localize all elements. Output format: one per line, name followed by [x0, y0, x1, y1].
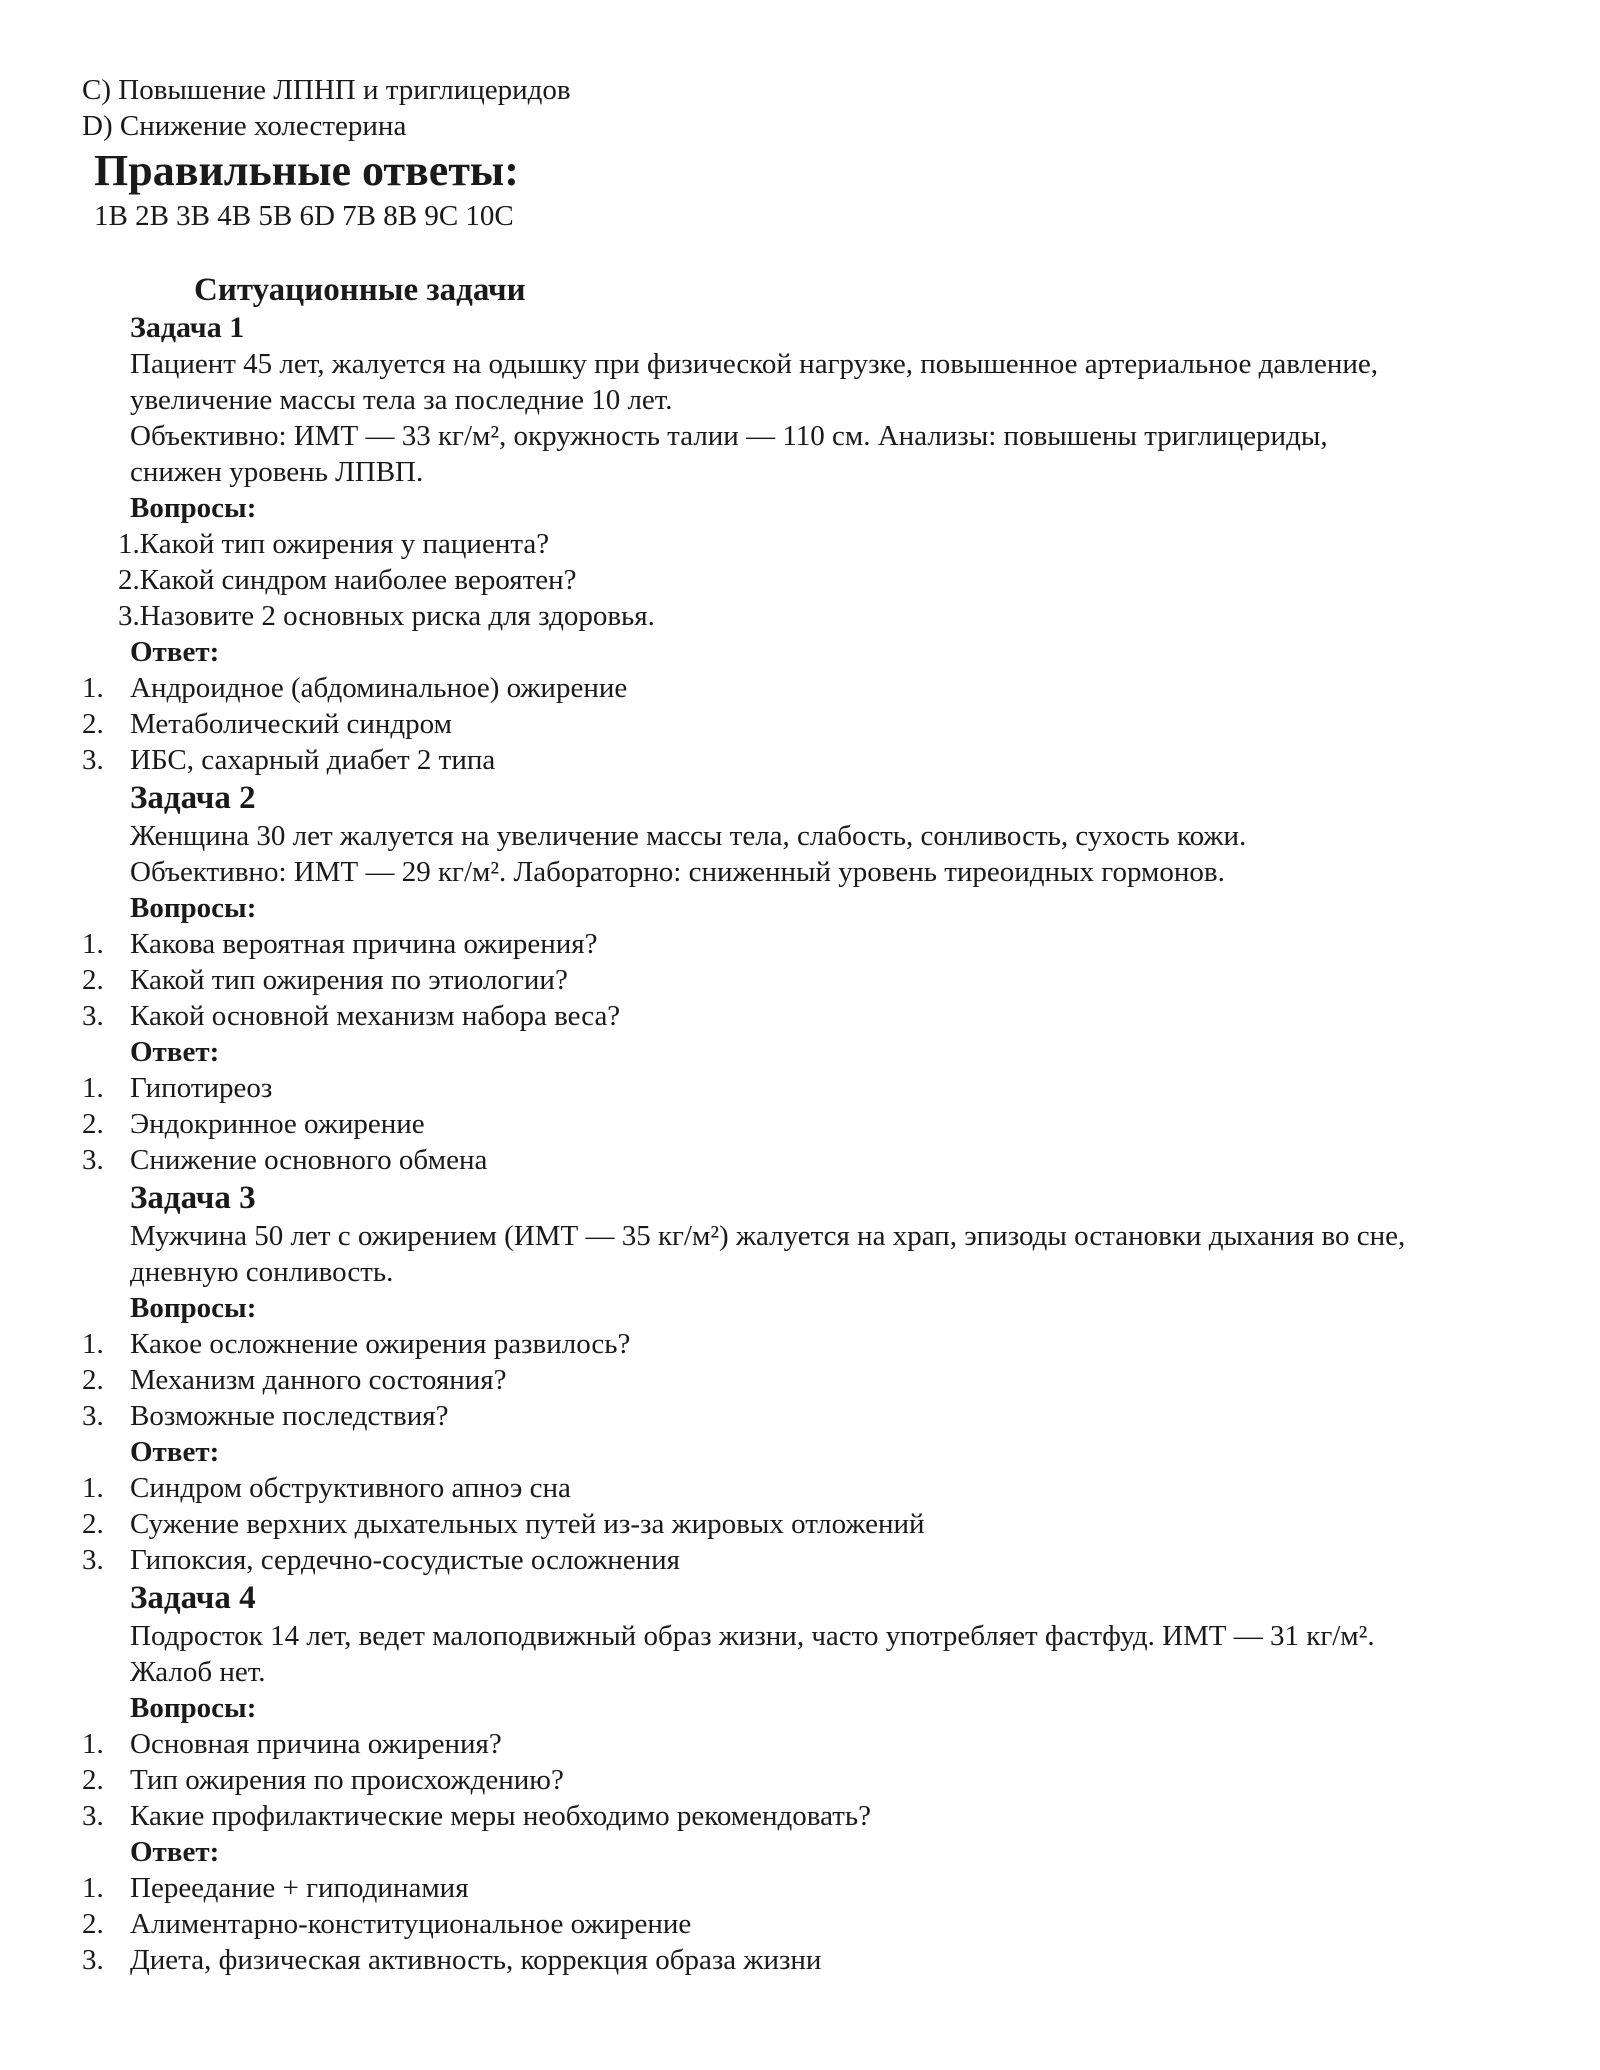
- list-number: 1.: [82, 1872, 104, 1904]
- list-number: 1.: [82, 672, 104, 704]
- list-text: Снижение основного обмена: [130, 1144, 488, 1176]
- option-c: C) Повышение ЛПНП и триглицеридов: [82, 74, 571, 106]
- list-text: Какие профилактические меры необходимо рекомендовать?: [130, 1800, 871, 1832]
- task-4-title: Задача 4: [130, 1580, 256, 1616]
- list-text: Механизм данного состояния?: [130, 1364, 507, 1396]
- list-number: 3.: [82, 1800, 104, 1832]
- list-number: 1.: [82, 1728, 104, 1760]
- task-3-answer-label: Ответ:: [130, 1436, 220, 1468]
- task-2-text-line: Объективно: ИМТ — 29 кг/м². Лабораторно: сниженный уровень тиреоидных гормонов.: [130, 856, 1225, 888]
- task-4-answer-label: Ответ:: [130, 1836, 220, 1868]
- list-number: 3.: [82, 744, 104, 776]
- section-title: Ситуационные задачи: [194, 272, 526, 308]
- list-number: 2.: [82, 1108, 104, 1140]
- task-4-text-line: Жалоб нет.: [130, 1656, 266, 1688]
- task-1-questions-label: Вопросы:: [130, 492, 257, 524]
- task-3-text-line: Мужчина 50 лет с ожирением (ИМТ — 35 кг/м²) жалуется на храп, эпизоды остановки дыхания во сне,: [130, 1220, 1406, 1252]
- list-text: Метаболический синдром: [130, 708, 452, 740]
- list-number: 3.: [82, 1944, 104, 1976]
- list-number: 3.: [82, 1400, 104, 1432]
- task-1-text-line: снижен уровень ЛПВП.: [130, 456, 424, 488]
- task-1-text-line: увеличение массы тела за последние 10 лет.: [130, 384, 673, 416]
- list-text: Тип ожирения по происхождению?: [130, 1764, 564, 1796]
- answer-keys: 1B 2B 3B 4B 5B 6D 7B 8B 9C 10C: [94, 200, 514, 232]
- list-number: 2.: [82, 964, 104, 996]
- list-text: ИБС, сахарный диабет 2 типа: [130, 744, 496, 776]
- list-text: Синдром обструктивного апноэ сна: [130, 1472, 571, 1504]
- list-number: 1.: [82, 1472, 104, 1504]
- task-2-text-line: Женщина 30 лет жалуется на увеличение массы тела, слабость, сонливость, сухость кожи.: [130, 820, 1247, 852]
- list-number: 1.: [82, 1328, 104, 1360]
- list-number: 3.: [82, 1544, 104, 1576]
- list-text: Диета, физическая активность, коррекция образа жизни: [130, 1944, 822, 1976]
- task-1-text-line: Объективно: ИМТ — 33 кг/м², окружность талии — 110 см. Анализы: повышены триглицериды,: [130, 420, 1328, 452]
- list-number: 2.: [82, 1508, 104, 1540]
- task-2-title: Задача 2: [130, 780, 256, 816]
- list-number: 1.: [82, 928, 104, 960]
- list-number: 2.: [82, 1764, 104, 1796]
- list-number: 2.: [82, 708, 104, 740]
- list-number: 2.: [82, 1908, 104, 1940]
- task-2-questions-label: Вопросы:: [130, 892, 257, 924]
- list-number: 3.: [82, 1000, 104, 1032]
- list-text: Сужение верхних дыхательных путей из-за жировых отложений: [130, 1508, 925, 1540]
- task-1-question: 3.Назовите 2 основных риска для здоровья.: [118, 600, 655, 632]
- list-text: Какое осложнение ожирения развилось?: [130, 1328, 631, 1360]
- list-text: Какой основной механизм набора веса?: [130, 1000, 621, 1032]
- list-text: Переедание + гиподинамия: [130, 1872, 469, 1904]
- task-3-title: Задача 3: [130, 1180, 256, 1216]
- list-text: Эндокринное ожирение: [130, 1108, 425, 1140]
- list-number: 3.: [82, 1144, 104, 1176]
- task-1-title: Задача 1: [130, 311, 245, 344]
- task-3-questions-label: Вопросы:: [130, 1292, 257, 1324]
- task-1-question: 2.Какой синдром наиболее вероятен?: [118, 564, 577, 596]
- list-number: 2.: [82, 1364, 104, 1396]
- list-text: Андроидное (абдоминальное) ожирение: [130, 672, 628, 704]
- list-text: Алиментарно-конституциональное ожирение: [130, 1908, 692, 1940]
- task-4-questions-label: Вопросы:: [130, 1692, 257, 1724]
- list-text: Основная причина ожирения?: [130, 1728, 502, 1760]
- list-text: Какова вероятная причина ожирения?: [130, 928, 598, 960]
- list-text: Гипотиреоз: [130, 1072, 273, 1104]
- task-1-question: 1.Какой тип ожирения у пациента?: [118, 528, 550, 560]
- task-1-text-line: Пациент 45 лет, жалуется на одышку при физической нагрузке, повышенное артериальное давление,: [130, 348, 1379, 380]
- option-d: D) Снижение холестерина: [82, 110, 407, 142]
- list-text: Возможные последствия?: [130, 1400, 449, 1432]
- list-number: 1.: [82, 1072, 104, 1104]
- task-3-text-line: дневную сонливость.: [130, 1256, 394, 1288]
- list-text: Гипоксия, сердечно-сосудистые осложнения: [130, 1544, 681, 1576]
- task-4-text-line: Подросток 14 лет, ведет малоподвижный образ жизни, часто употребляет фастфуд. ИМТ — 31 кг/м².: [130, 1620, 1375, 1652]
- list-text: Какой тип ожирения по этиологии?: [130, 964, 568, 996]
- task-2-answer-label: Ответ:: [130, 1036, 220, 1068]
- task-1-answer-label: Ответ:: [130, 636, 220, 668]
- answers-heading: Правильные ответы:: [94, 146, 519, 195]
